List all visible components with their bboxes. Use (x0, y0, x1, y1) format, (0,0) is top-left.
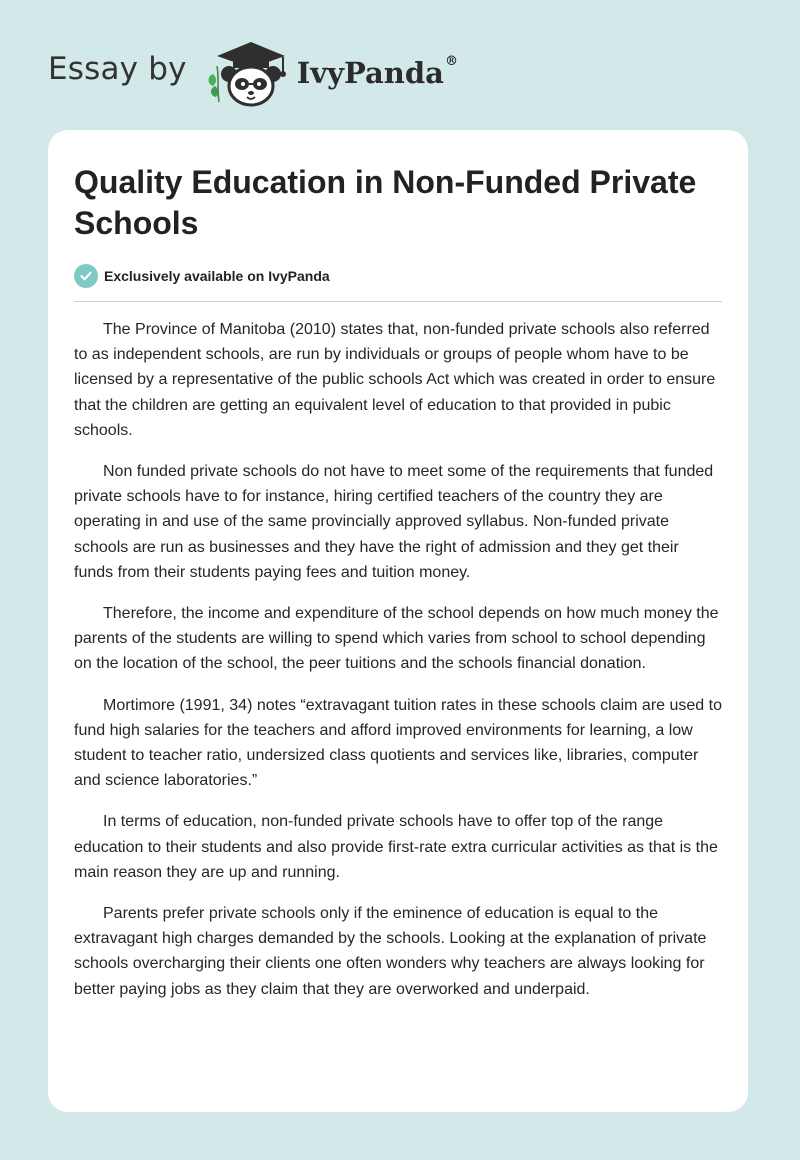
registered-mark: ® (444, 54, 458, 69)
page-title: Quality Education in Non-Funded Private Schools (74, 164, 697, 241)
panda-logo-icon[interactable] (203, 36, 289, 108)
paragraph: Non funded private schools do not have to meet some of the requirements that funded private schools have to for instance, hiring certified teachers of the country they are operating in and use of the same provincially approved syllabus. Non-funded private schools are run as businesses and they have the right of admission and they get their funds from their students paying fees and tuition money. (74, 463, 714, 581)
essay-by-label: Essay by (48, 51, 187, 87)
paragraph: Mortimore (1991, 34) notes “extravagant tuition rates in these schools claim are used to fund high salaries for the teachers and afford improved environments for learning, a low student to teacher ratio, undersized class quotients and services like, libraries, computer and science laboratories.” (74, 696, 722, 790)
paragraph: Parents prefer private schools only if the eminence of education is equal to the extravagant high charges demanded by the schools. Looking at the explanation of private schools overcharging their clients one often wonders why teachers are always looking for better paying jobs as they claim that they are overworked and underpaid. (74, 905, 707, 998)
brand-name[interactable]: IvyPanda® (296, 54, 458, 90)
paragraph: The Province of Manitoba (2010) states that, non-funded private schools also referred to as independent schools, are run by individuals or groups of people whom have to be licensed by a representative of the public schools Act which was created in order to ensure that the children are getting an equivalent level of education to that provided in pubic schools. (74, 321, 716, 439)
essay-body (74, 317, 722, 1002)
essay-card (48, 130, 748, 1112)
exclusive-badge-text: Exclusively available on IvyPanda (104, 268, 330, 284)
paragraph: Therefore, the income and expenditure of the school depends on how much money the parents of the students are willing to spend which varies from school to school depending on the location of the school, the peer tuitions and the schools financial donation. (74, 605, 719, 673)
exclusive-badge (74, 264, 722, 302)
site-header (48, 36, 458, 108)
paragraph: In terms of education, non-funded private schools have to offer top of the range education to their students and also provide first-rate extra curricular activities as that is the main reason they are up and running. (74, 813, 718, 881)
check-circle-icon (74, 264, 98, 288)
